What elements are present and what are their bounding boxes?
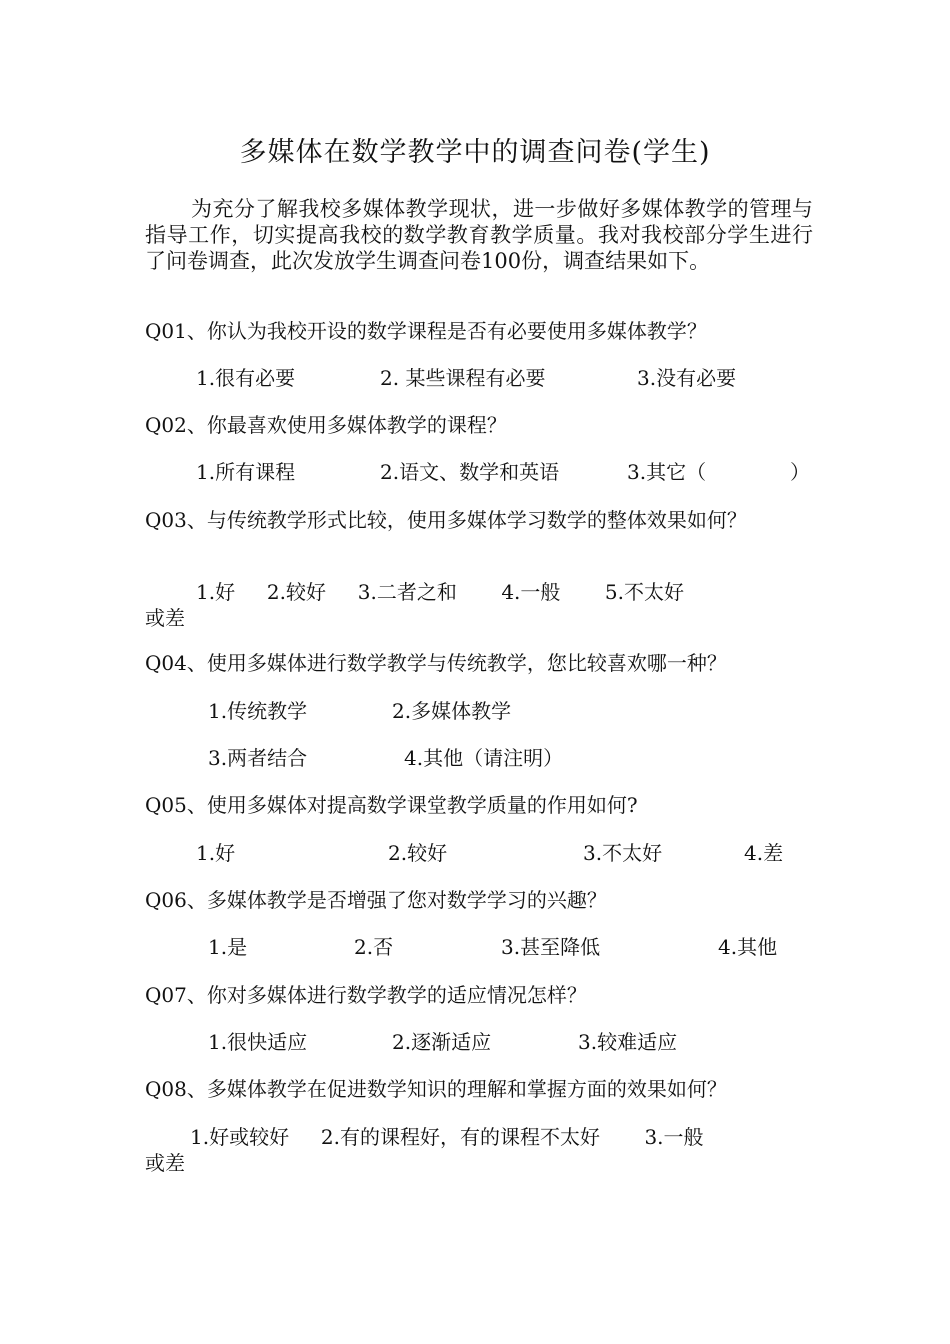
- question-q08: Q08、多媒体教学在促进数学知识的理解和掌握方面的效果如何？: [145, 1077, 727, 1101]
- q02-option-1: 1.所有课程: [196, 460, 296, 484]
- question-q03: Q03、与传统教学形式比较，使用多媒体学习数学的整体效果如何？: [145, 508, 747, 532]
- q07-option-3: 3.较难适应: [578, 1030, 678, 1054]
- q07-option-1: 1.很快适应: [208, 1030, 308, 1054]
- q04-option-4: 4.其他（请注明）: [404, 746, 564, 770]
- q08-options-wrap: 或差: [145, 1151, 185, 1175]
- intro-paragraph: 为充分了解我校多媒体教学现状，进一步做好多媒体教学的管理与指导工作，切实提高我校的数学教育教学质量。我对我校部分学生进行了问卷调查，此次发放学生调查问卷100份，调查结果如下。: [145, 197, 813, 273]
- q05-option-2: 2.较好: [388, 841, 448, 865]
- page-title: 多媒体在数学教学中的调查问卷(学生): [239, 137, 711, 168]
- q05-option-3: 3.不太好: [583, 841, 663, 865]
- q06-option-3: 3.甚至降低: [501, 935, 601, 959]
- q01-option-2: 2. 某些课程有必要: [380, 366, 546, 390]
- q06-option-2: 2.否: [354, 935, 394, 959]
- q05-option-1: 1.好: [196, 841, 236, 865]
- q06-option-1: 1.是: [208, 935, 248, 959]
- q01-option-3: 3.没有必要: [637, 366, 737, 390]
- q02-option-3: 3.其它（: [627, 460, 707, 484]
- question-q07: Q07、你对多媒体进行数学教学的适应情况怎样？: [145, 983, 587, 1007]
- question-q06: Q06、多媒体教学是否增强了您对数学学习的兴趣？: [145, 888, 607, 912]
- q08-options: 1.好或较好 2.有的课程好，有的课程不太好 3.一般: [190, 1125, 704, 1149]
- q01-option-1: 1.很有必要: [196, 366, 296, 390]
- q03-options: 1.好 2.较好 3.二者之和 4.一般 5.不太好: [196, 580, 684, 604]
- question-q02: Q02、你最喜欢使用多媒体教学的课程？: [145, 413, 507, 437]
- question-q05: Q05、使用多媒体对提高数学课堂教学质量的作用如何?: [145, 793, 638, 817]
- q02-option-3-close: ）: [790, 460, 810, 484]
- q04-option-1: 1.传统教学: [208, 699, 308, 723]
- question-q01: Q01、你认为我校开设的数学课程是否有必要使用多媒体教学？: [145, 319, 707, 343]
- q04-option-3: 3.两者结合: [208, 746, 308, 770]
- q07-option-2: 2.逐渐适应: [392, 1030, 492, 1054]
- q05-option-4: 4.差: [744, 841, 784, 865]
- q06-option-4: 4.其他: [718, 935, 778, 959]
- question-q04: Q04、使用多媒体进行数学教学与传统教学，您比较喜欢哪一种？: [145, 651, 727, 675]
- q04-option-2: 2.多媒体教学: [392, 699, 512, 723]
- q02-option-2: 2.语文、数学和英语: [380, 460, 560, 484]
- q03-options-wrap: 或差: [145, 606, 185, 630]
